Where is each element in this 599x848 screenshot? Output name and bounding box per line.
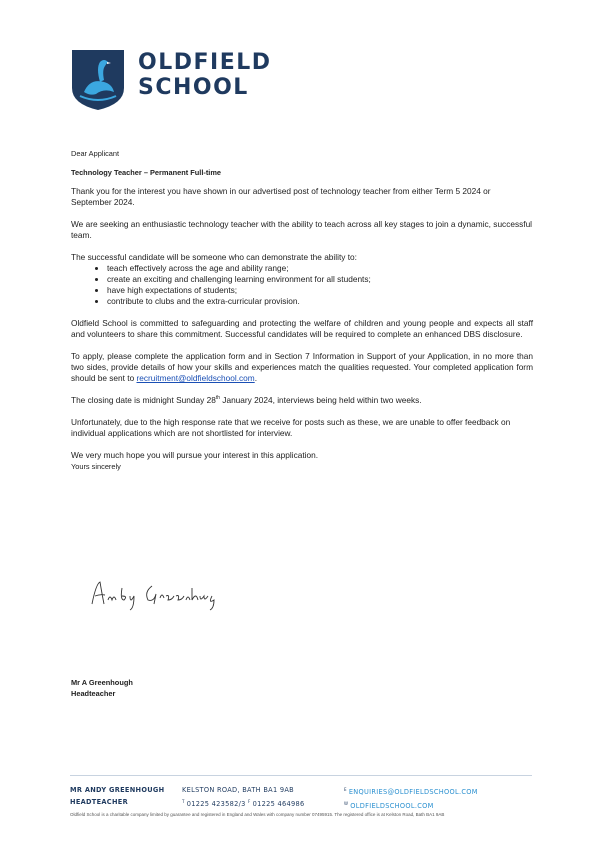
ordinal-suffix: th <box>215 395 220 402</box>
list-item: • teach effectively across the age and ability range; <box>107 263 533 274</box>
signatory-name: Mr A Greenhough <box>71 678 133 687</box>
salutation: Dear Applicant <box>71 149 120 158</box>
fax-label: F <box>248 799 251 804</box>
web-label: W <box>344 801 349 807</box>
paragraph-safeguarding: Oldfield School is committed to safeguarding and protecting the welfare of children and young people and expects all staff and volunteers to share this commitment. Successful candidates will be required to complete an enhanced DBS disclosure. <box>71 318 533 339</box>
footer-phone: 01225 423582/3 <box>186 800 246 809</box>
school-name-line2: SCHOOL <box>138 75 249 100</box>
paragraph-feedback: Unfortunately, due to the high response rate that we receive for posts such as these, we are unable to offer feedback on individual applications which are not shortlisted for interview. <box>71 417 511 438</box>
footer-role: HEADTEACHER <box>70 798 128 806</box>
letter-body <box>71 148 533 483</box>
recruitment-email-link[interactable]: recruitment@oldfieldschool.com <box>136 373 255 383</box>
footer-email[interactable]: ENQUIRIES@OLDFIELDSCHOOL.COM <box>348 788 478 797</box>
swan-shield-icon <box>70 48 126 112</box>
school-logo <box>70 48 272 112</box>
footer-web-row <box>344 798 478 812</box>
footer-name: MR ANDY GREENHOUGH <box>70 786 165 794</box>
paragraph-candidate: The successful candidate will be someone who can demonstrate the ability to: <box>71 252 357 262</box>
footer-legal-notice: Oldfield School is a charitable company limited by guarantee and registered in England and Wales with company number 07495915. The registered office is at Kelston Road, Bath BA1 9AB <box>70 812 445 817</box>
apply-text-end: . <box>254 373 258 383</box>
footer-fax: 01225 464986 <box>252 800 305 809</box>
paragraph-intro: Thank you for the interest you have shown in our advertised post of technology teacher from either Term 5 2024 or September 2024. <box>71 186 491 207</box>
closing-text: The closing date is midnight Sunday 28 <box>71 395 216 405</box>
paragraph-hope: We very much hope you will pursue your interest in this application. <box>71 450 319 460</box>
list-item: • create an exciting and challenging learning environment for all students; <box>107 274 533 285</box>
list-item: • have high expectations of students; <box>107 285 533 296</box>
list-item: • contribute to clubs and the extra-curricular provision. <box>107 296 533 307</box>
footer-address: KELSTON ROAD, BATH BA1 9AB <box>182 786 294 794</box>
apply-text: To apply, please complete the application form and in Section 7 Information in Support of your Application, in no more than two sides, provide details of how your skills and experiences match the qualities requested. Your completed application form should be sent to <box>71 351 533 383</box>
paragraph-apply <box>71 351 533 384</box>
footer-website[interactable]: OLDFIELDSCHOOL.COM <box>350 802 434 811</box>
footer-divider <box>70 775 532 776</box>
signatory <box>71 677 133 699</box>
footer-contact-block <box>344 784 478 812</box>
school-name-line1: OLDFIELD <box>138 50 272 75</box>
ability-list <box>71 263 533 307</box>
handwritten-signature <box>86 574 226 614</box>
paragraph-closing-date <box>71 395 533 406</box>
footer-person <box>70 784 164 808</box>
phone-label: T <box>182 799 185 804</box>
email-label: E <box>344 787 347 792</box>
signoff: Yours sincerely <box>71 462 121 471</box>
footer-address-block <box>182 784 304 810</box>
footer-phones <box>182 796 304 810</box>
school-name <box>138 50 272 100</box>
footer-email-row <box>344 784 478 798</box>
paragraph-seeking: We are seeking an enthusiastic technology teacher with the ability to teach across all key stages to join a dynamic, successful team. <box>71 219 533 240</box>
closing-text-end: January 2024, interviews being held within two weeks. <box>220 395 422 405</box>
subject-line: Technology Teacher – Permanent Full-time <box>71 168 222 177</box>
signatory-title: Headteacher <box>71 689 116 698</box>
